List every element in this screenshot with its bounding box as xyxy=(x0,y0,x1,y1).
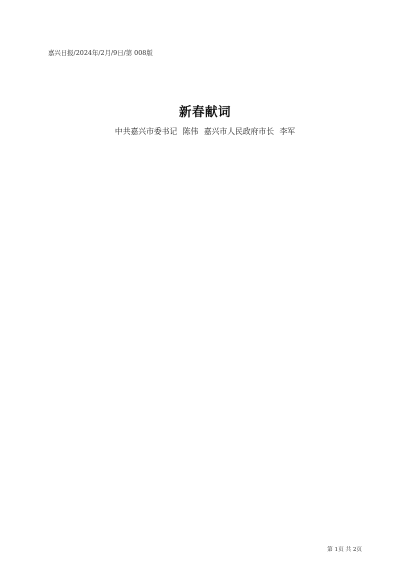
page-number: 第 1页 共 2页 xyxy=(327,547,362,553)
byline: 中共嘉兴市委书记 陈伟 嘉兴市人民政府市长 李军 xyxy=(114,127,296,136)
masthead: 嘉兴日报/2024年/2月/9日/第 008版 xyxy=(48,49,153,57)
page-title: 新春献词 xyxy=(178,104,231,120)
article-body xyxy=(48,149,360,531)
